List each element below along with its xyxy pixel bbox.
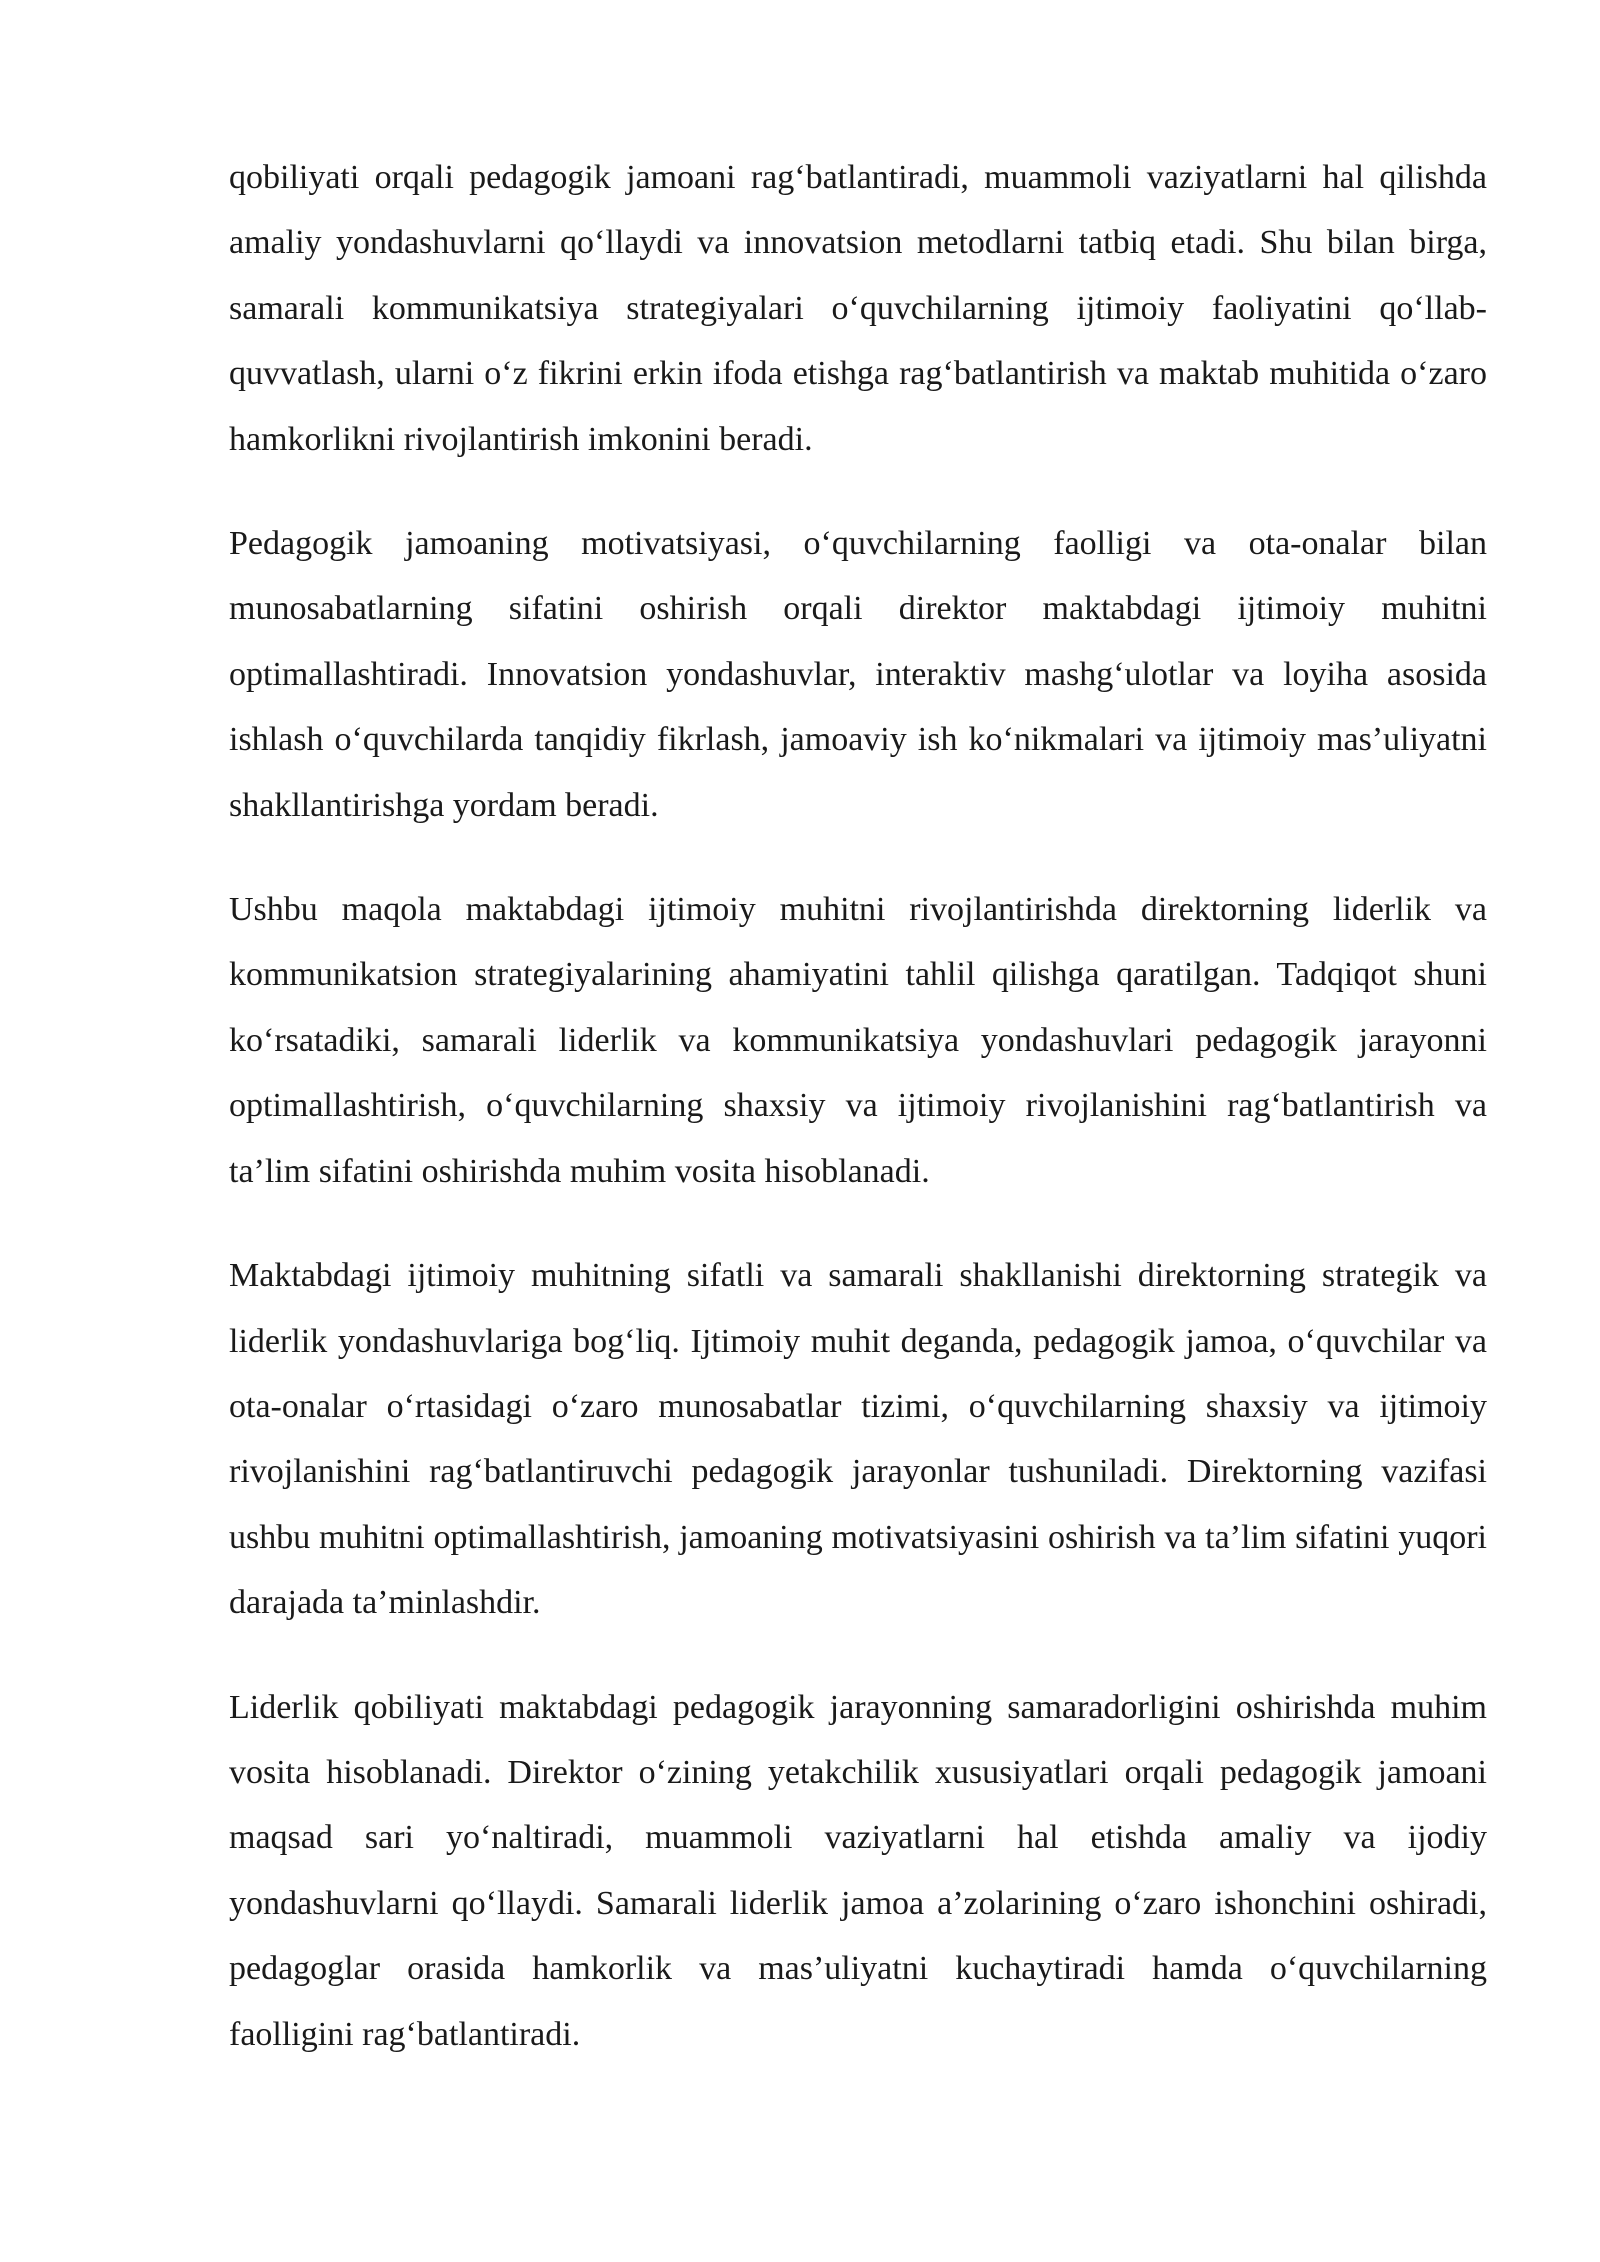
paragraph-5: Liderlik qobiliyati maktabdagi pedagogik jarayonning samaradorligini oshirishda muhim vosita hisoblanadi. Direktor o‘zining yetakchilik xususiyatlari orqali pedagogik jamoani maqsad sari yo‘naltiradi, muammoli vaziyatlarni hal etishda amaliy va ijodiy yondashuvlarni qo‘llaydi. Samarali liderlik jamoa a’zolarining o‘zaro ishonchini oshiradi, pedagoglar orasida hamkorlik va mas’uliyatni kuchaytiradi hamda o‘quvchilarning faolligini rag‘batlantiradi. <box>229 1688 1487 2053</box>
paragraph-3: Ushbu maqola maktabdagi ijtimoiy muhitni rivojlantirishda direktorning liderlik va kommunikatsion strategiyalarining ahamiyatini tahlil qilishga qaratilgan. Tadqiqot shuni ko‘rsatadiki, samarali liderlik va kommunikatsiya yondashuvlari pedagogik jarayonni optimallashtirish, o‘quvchilarning shaxsiy va ijtimoiy rivojlanishini rag‘batlantirish va ta’lim sifatini oshirishda muhim vosita hisoblanadi. <box>229 891 1487 1190</box>
paragraph-4: Maktabdagi ijtimoiy muhitning sifatli va samarali shakllanishi direktorning strategik va liderlik yondashuvlariga bog‘liq. Ijtimoiy muhit deganda, pedagogik jamoa, o‘quvchilar va ota-onalar o‘rtasidagi o‘zaro munosabatlar tizimi, o‘quvchilarning shaxsiy va ijtimoiy rivojlanishini rag‘batlantiruvchi pedagogik jarayonlar tushuniladi. Direktorning vazifasi ushbu muhitni optimallashtirish, jamoaning motivatsiyasini oshirish va ta’lim sifatini yuqori darajada ta’minlashdir. <box>229 1257 1487 1622</box>
document-body <box>229 145 1487 2067</box>
paragraph-2: Pedagogik jamoaning motivatsiyasi, o‘quvchilarning faolligi va ota-onalar bilan munosabatlarning sifatini oshirish orqali direktor maktabdagi ijtimoiy muhitni optimallashtiradi. Innovatsion yondashuvlar, interaktiv mashg‘ulotlar va loyiha asosida ishlash o‘quvchilarda tanqidiy fikrlash, jamoaviy ish ko‘nikmalari va ijtimoiy mas’uliyatni shakllantirishga yordam beradi. <box>229 525 1487 824</box>
paragraph-1: qobiliyati orqali pedagogik jamoani rag‘batlantiradi, muammoli vaziyatlarni hal qilishda amaliy yondashuvlarni qo‘llaydi va innovatsion metodlarni tatbiq etadi. Shu bilan birga, samarali kommunikatsiya strategiyalari o‘quvchilarning ijtimoiy faoliyatini qo‘llab-quvvatlash, ularni o‘z fikrini erkin ifoda etishga rag‘batlantirish va maktab muhitida o‘zaro hamkorlikni rivojlantirish imkonini beradi. <box>229 159 1487 458</box>
